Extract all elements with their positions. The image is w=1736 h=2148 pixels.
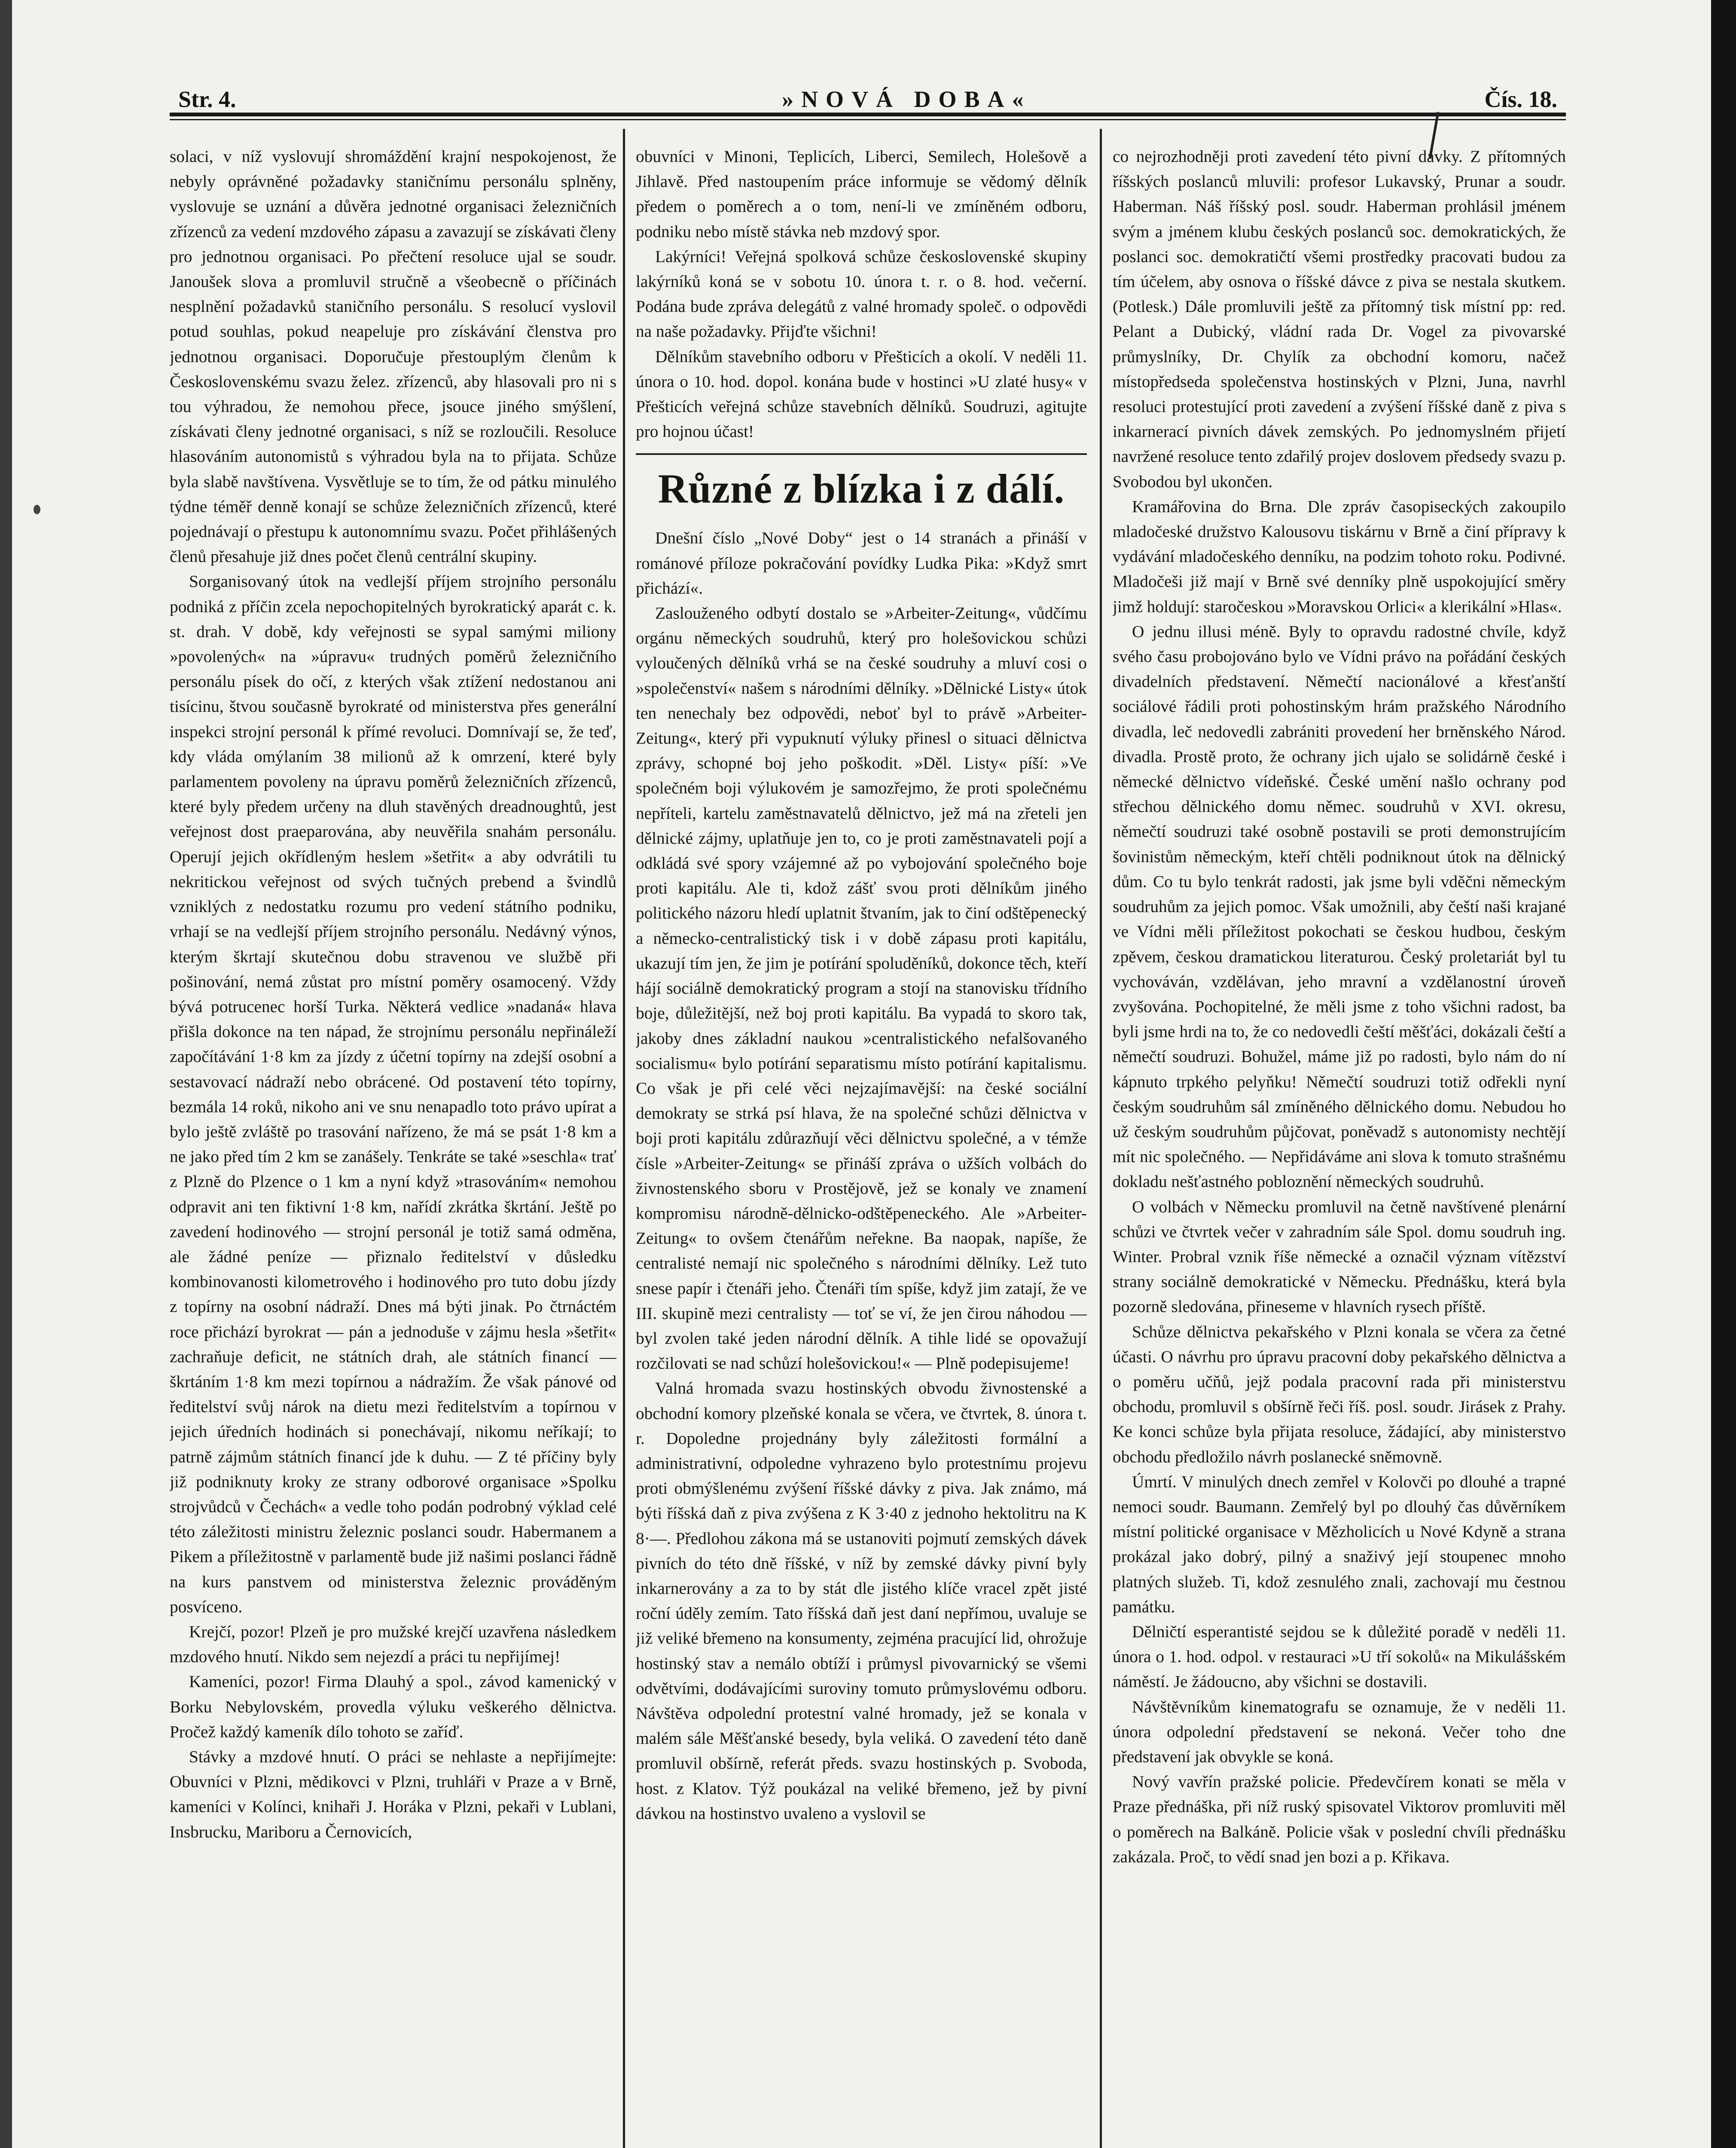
article-paragraph: co nejrozhodněji proti zavedení této pivní dávky. Z přítomných říšských poslanců mluvili: profesor Lukavský, Prunar a soudr. Haberman. Náš říšský posl. soudr. Haberman prohlásil jménem svým a jménem klubu českých poslanců soc. demokratických, že poslanci soc. demokratičtí všemi prostředky pracovati budou za tím účelem, aby osnova o říšské dávce z piva se nestala skutkem. (Potlesk.) Dále promluvili ještě za přítomný tisk místní pp: red. Pelant a Dubický, vládní rada Dr. Vogel za pivovarské průmyslníky, Dr. Chylík za obchodní komoru, načež místopředseda společenstva hostinských v Plzni, Juna, navrhl resoluci protestující proti zavedení a zvýšení říšské daně z piva s inkarnerací pivních dávek zemských. Po jednomyslném přijetí navržené resoluce tento zdařilý projev doslovem předsedy svazu p. Svobodou byl ukončen. [1113, 147, 1566, 491]
ink-blot [34, 505, 40, 514]
article-paragraph: Stávky a mzdové hnutí. O práci se nehlaste a nepřijímejte: Obuvníci v Plzni, mědikovci v Plzni, truhláři v Praze a v Brně, kameníci v Kolínci, knihaři J. Horáka v Plzni, pekaři v Lublani, Insbrucku, Mariboru a Černovicích, [170, 1747, 616, 1841]
article-paragraph: Schůze dělnictva pekařského v Plzni konala se včera za četné účasti. O návrhu pro úpravu pracovní doby pekařského dělnictva a o poměru učňů, jejž podala pracovní rada při ministerstvu obchodu, promluvil s obšírně řeči říš. posl. soudr. Jirásek z Prahy. Ke konci schůze byla přijata resoluce, žádající, aby ministerstvo obchodu předložilo návrh poslanecké sněmovně. [1113, 1322, 1566, 1466]
article-paragraph: O jednu illusi méně. Byly to opravdu radostné chvíle, když svého času probojováno bylo ve Vídni právo na pořádání českých divadelních představení. Němečtí nacionálové a křesťanští sociálové řádili proti pohostinským hrám pražského Národního divadla, leč nedovedli zabrániti provedení her brněnského Národ. divadla. Prostě proto, že ochrany jich ujalo se solidárně české i německé dělnictvo vídeňské. České umění našlo ochrany pod střechou dělnického domu němec. soudruhů v XVI. okresu, němečtí soudruzi také osobně postavili se proti demonstrujícím šovinistům německým, kteří chtěli podniknout útok na dělnický dům. Co tu bylo tenkrát radosti, jak jsme byli vděčni německým soudruhům za jejich pomoc. Však umožnili, aby čeští naši krajané ve Vídni měli příležitost pokochati se českou hudbou, českým zpěvem, českou dramatickou literaturou. Český proletariát byl tu vychováván, vzdělávan, jeho mravní a vzdělanostní úroveň zvyšována. Pochopitelné, že měli jsme z toho všichni radost, ba byli jsme hrdi na to, že co nedovedli čeští měšťáci, dokázali čeští a němečtí soudruzi. Bohužel, máme již po radosti, bylo nám do ní kápnuto trpkého pelyňku! Němečtí soudruzi totiž odřekli nyní českým soudruhům sál zmíněného dělnického domu. Nebudou ho už českým soudruhům půjčovat, poněvadž s autonomisty nechtějí mít nic společného. — Nepřidáváme ani slova k tomuto strašnému dokladu nešťastného pobloznění německých soudruhů. [1113, 622, 1566, 1191]
page-number: Str. 4. [178, 86, 236, 112]
article-paragraph: Dnešní číslo „Nové Doby“ jest o 14 stranách a přináší v románové příloze pokračování povídky Ludka Pika: »Když smrt přichází«. [636, 528, 1087, 598]
column-2 [636, 144, 1087, 2148]
scan-edge-right [1711, 0, 1736, 2148]
article-paragraph: obuvníci v Minoni, Teplicích, Liberci, Semilech, Holešově a Jihlavě. Před nastoupením práce informuje se vědomý dělník předem o poměrech a o tom, není-li ve zmíněném odboru, podniku nebo místě stávka neb mzdový spor. [636, 147, 1087, 241]
article-paragraph: Kramářovina do Brna. Dle zpráv časopiseckých zakoupilo mladočeské družstvo Kalousovu tiskárnu v Brně a činí přípravy k vydávání mladočeského denníku, na podzim tohoto roku. Podivné. Mladočeši již mají v Brně své denníky plně uspokojující směry jimž holdují: staročeskou »Moravskou Orlici« a klerikální »Hlas«. [1113, 497, 1566, 616]
article-paragraph: Nový vavřín pražské policie. Předevčírem konati se měla v Praze přednáška, při níž ruský spisovatel Viktorov promluviti měl o poměrech na Balkáně. Policie však v poslední chvíli přednášku zakázala. Proč, to vědí snad jen bozi a p. Křikava. [1113, 1772, 1566, 1866]
column-divider-2 [1100, 129, 1102, 2148]
article-paragraph: Kameníci, pozor! Firma Dlauhý a spol., závod kamenický v Borku Nebylovském, provedla výluku veškerého dělnictva. Pročež každý kameník dílo tohoto se zaříď. [170, 1672, 616, 1741]
article-paragraph: Lakýrníci! Veřejná spolková schůze československé skupiny lakýrníků koná se v sobotu 10. února t. r. o 8. hod. večerní. Podána bude zpráva delegátů z valné hromady společ. o odpovědi na naše požadavky. Přijďte všichni! [636, 247, 1087, 341]
article-paragraph: O volbách v Německu promluvil na četně navštívené plenární schůzi ve čtvrtek večer v zahradním sále Spol. domu soudruh ing. Winter. Probral vznik říše německé a označil význam vítězství strany sociálně demokratické v Německu. Přednášku, která byla pozorně sledována, přineseme v hlavních rysech příště. [1113, 1197, 1566, 1316]
section-rule [636, 453, 1087, 455]
article-paragraph: Návštěvníkům kinematografu se oznamuje, že v neděli 11. února odpolední představení se nekoná. Večer toho dne představení jak obvykle se koná. [1113, 1697, 1566, 1766]
column-3 [1113, 144, 1566, 2148]
section-title: Různé z blízka i z dálí. [658, 466, 1065, 512]
header-rule-thin [170, 119, 1566, 120]
scan-edge-left [0, 0, 12, 2148]
header-rule [170, 113, 1566, 116]
article-paragraph: Sorganisovaný útok na vedlejší příjem strojního personálu podniká z příčin zcela nepochopitelných byrokratický aparát c. k. st. drah. V době, kdy veřejnosti se sypal samými miliony »povolených« na »úpravu« trudných poměrů železničního personálu písek do očí, z kterých však ztížení nedostanou ani tisícinu, štvou současně byrokraté od ministerstva přes generální inspekci strojní personál k přímé revoluci. Domnívají se, že teď, kdy vláda omýlaním 38 milionů až k omrzení, které byly parlamentem povoleny na úpravu poměrů železničních zřízenců, které byly předem určeny na dluh stavěných dreadnoughtů, jest veřejnost dost praeparována, aby neuvěřila snahám personálu. Operují jejich okřídleným heslem »šetřit« a aby odvrátili tu nekritickou veřejnost od svých tučných prebend a švindlů vzniklých z nedostatku rozumu pro vedení státního podniku, vrhají se na vedlejší příjem strojního personálu. Nedávný výnos, kterým škrtají skutečnou dobu stravenou ve službě při pošinování, nemá zůstat pro místní poměry osamocený. Vždy bývá potrucenec horší Turka. Některá vedlice »nadaná« hlava přišla dokonce na ten nápad, že strojnímu personálu nepřináleží započítávání 1·8 km za jízdy z účetní topírny na zdejší osobní a sestavovací nádraží nebo obrácené. Od postavení této topírny, bezmála 14 roků, nikoho ani ve snu nenapadlo toto právo upírat a bylo ještě zvláště po trasování nařízeno, že má se psát 1·8 km a ne jako před tím 2 km se zanášely. Tenkráte se také »seschla« trať z Plzně do Plzence o 1 km a nyní když »trasováním« nemohou odpravit ani ten fiktivní 1·8 km, nařídí zkrátka škrtání. Ještě po zavedení hodinového — strojní personál je totiž samá odměna, ale žádné peníze — přiznalo ředitelství v důsledku kombinovanosti kilometrového i hodinového pro tuto dobu jízdy z topírny na osobní nádraží. Dnes má býti jinak. Po čtrnáctém roce přichází byrokrat — pán a jednoduše v zájmu hesla »šetřit« zachraňuje deficit, ne státních drah, ale státních financí — škrtáním 1·8 km mezi topírnou a nádražím. Že však pánové od ředitelství svůj nárok na dietu mezi ředitelstvím a topírnou v jejich úředních hodinách si ponechávají, nikomu neříkají; to patrně zájmům státních financí jde k duhu. — Z té příčiny byly již podniknuty kroky ze strany odborové organisace »Spolku strojvůdců v Čechách« a vedle toho podán podrobný výklad celé této záležitosti ministru železnic poslanci soudr. Habermanem a Pikem a příležitostně v parlamentě bude již našimi poslanci řádně na kurs panstvem od ministerstva železnic prováděným posvíceno. [170, 572, 616, 1616]
article-paragraph: Krejčí, pozor! Plzeň je pro mužské krejčí uzavřena následkem mzdového hnutí. Nikdo sem nejezdí a práci tu nepřijímej! [170, 1622, 616, 1666]
article-paragraph: Valná hromada svazu hostinských obvodu živnostenské a obchodní komory plzeňské konala se včera, ve čtvrtek, 8. února t. r. Dopoledne projednány byly záležitosti formální a administrativní, odpoledne vyhrazeno bylo protestnímu projevu proti obmýšlenému zvýšení říšské dávky z piva. Jak známo, má býti říšská daň z piva zvýšena z K 3·40 z jednoho hektolitru na K 8·—. Předlohou zákona má se ustanoviti pojmutí zemských dávek pivních do této dně říšské, v níž by zemské dávky pivní byly inkarnerovány a za to by stát dle jistého klíče vracel zpět jisté roční úděly zemím. Tato říšská daň jest daní nepřímou, uvaluje se již veliké břemeno na konsumenty, zejména pracující lid, ohrožuje hostinský stav a nemálo obtíží i průmysl pivovarnický se všemi odvětvími, dodávajícími suroviny tomuto průmyslovému odboru. Návštěva odpolední protestní valné hromady, jež se konala v malém sále Měšťanské besedy, byla veliká. O zavedení této daně promluvil obšírně, referát předs. svazu hostinských p. Svoboda, host. z Klatov. Týž poukázal na veliké břemeno, jež by pivní dávkou na hostinstvo uvaleno a vyslovil se [636, 1379, 1087, 1823]
article-paragraph: solaci, v níž vyslovují shromáždění krajní nespokojenost, že nebyly oprávněné požadavky staničnímu personálu splněny, vyslovuje se uznání a důvěra jednotné organisaci železničních zřízenců za vedení mzdového zápasu a zavazují se získávati členy pro jednotnou organisaci. Po přečtení resoluce ujal se soudr. Janoušek slova a promluvil stručně a všeobecně o příčinách nesplnění požadavků staničního personálu. S resolucí vyslovil potud souhlas, pokud neapeluje pro získávání členstva pro jednotnou organisaci. Doporučuje přestouplým členům k Československému svazu želez. zřízenců, aby hlasovali pro ni s tou výhradou, že nemohou přece, jsouce jiného smýšlení, získávati členy jednotné organisaci, s níž se rozloučili. Resoluce hlasováním autonomistů s výhradou byla na to přijata. Schůze byla slabě navštívena. Vysvětluje se to tím, že od pátku minulého týdne téměř denně konají se schůze železničních zřízenců, které pojednávají o přestupu k autonomnímu svazu. Počet přihlášených členů přesahuje již dnes počet členů centrální skupiny. [170, 147, 616, 566]
column-divider-1 [623, 129, 625, 2148]
issue-number: Čís. 18. [1484, 86, 1557, 112]
article-paragraph: Úmrtí. V minulých dnech zemřel v Kolovči po dlouhé a trapné nemoci soudr. Baumann. Zemřelý byl po dlouhý čas důvěrníkem místní politické organisace v Mězholicích u Nové Kdyně a strana prokázal jako dobrý, pilný a snaživý její stoupenec mnoho platných služeb. Ti, kdož zesnulého znali, zachovají mu čestnou památku. [1113, 1472, 1566, 1616]
newspaper-title: »NOVÁ DOBA« [782, 86, 1031, 112]
article-paragraph: Dělníkům stavebního odboru v Přešticích a okolí. V neděli 11. února o 10. hod. dopol. konána bude v hostinci »U zlaté husy« v Přešticích veřejná schůze stavebních dělníků. Soudruzi, agitujte pro hojnou účast! [636, 347, 1087, 441]
article-paragraph: Zaslouženého odbytí dostalo se »Arbeiter-Zeitung«, vůdčímu orgánu německých soudruhů, který pro holešovickou schůzi vyloučených dělníků vrhá se na české soudruhy a mluví cosi o »společenství« našem s národními dělníky. »Dělnické Listy« útok ten nenechaly bez odpovědi, neboť byl to právě »Arbeiter-Zeitung«, který při vypuknutí výluky přinesl o situaci dělnictva zprávy, schopné boj jeho poškodit. »Děl. Listy« píší: »Ve společném boji výlukovém je samozřejmo, že proti společnému nepříteli, kartelu zaměstnavatelů dělnictvo, jež má na zřeteli jen dělnické zájmy, uplatňuje jen to, co je proti zaměstnavateli pojí a odkládá své spory vzájemné až po vybojování společného boje proti kapitálu. Ale ti, kdož zášť svou proti dělníkům jiného politického názoru hledí uplatnit štvaním, jak to činí odštěpenecký a německo-centralistický tisk i v době zápasu proti kapitálu, ukazují tím jen, že jim je potírání spoluděníků, dokonce těch, kteří hájí sociálně demokratický program a stojí na stanovisku třídního boje, důležitější, než boj proti kapitálu. Ba vypadá to skoro tak, jakoby dnes základní naukou »centralistického nefalšovaného socialismu« bylo potírání separatismu místo potírání kapitalismu. Co však je při celé věci nejzajímavější: na české sociální demokraty se strká psí hlava, že na společné schůzi dělnictva v boji proti kapitálu zdůrazňují věci dělnictvu společné, a v témže čísle »Arbeiter-Zeitung« se přináší zpráva o užších volbách do živnostenského sboru v Prostějově, jež se konaly ve znamení kompromisu národně-dělnicko-odštěpeneckého. Ale »Arbeiter-Zeitung« to ovšem čtenářům neřekne. Ba naopak, napíše, že centralisté nemají nic společného s národními dělníky. Lež tuto snese papír i čtenáři jeho. Čtenáři tím spíše, když jim zatají, že ve III. skupině mezi centralisty — toť se ví, že jen čirou náhodou — byl zvolen také jeden národní dělník. A tihle lidé se opovažují rozčilovati se nad schůzí holešovickou!« — Plně podepisujeme! [636, 604, 1087, 1373]
article-paragraph: Dělničtí esperantisté sejdou se k důležité poradě v neděli 11. února o 1. hod. odpol. v restauraci »U tří sokolů« na Mikulášském náměstí. Je žádoucno, aby všichni se dostavili. [1113, 1622, 1566, 1691]
column-1 [170, 144, 616, 2148]
